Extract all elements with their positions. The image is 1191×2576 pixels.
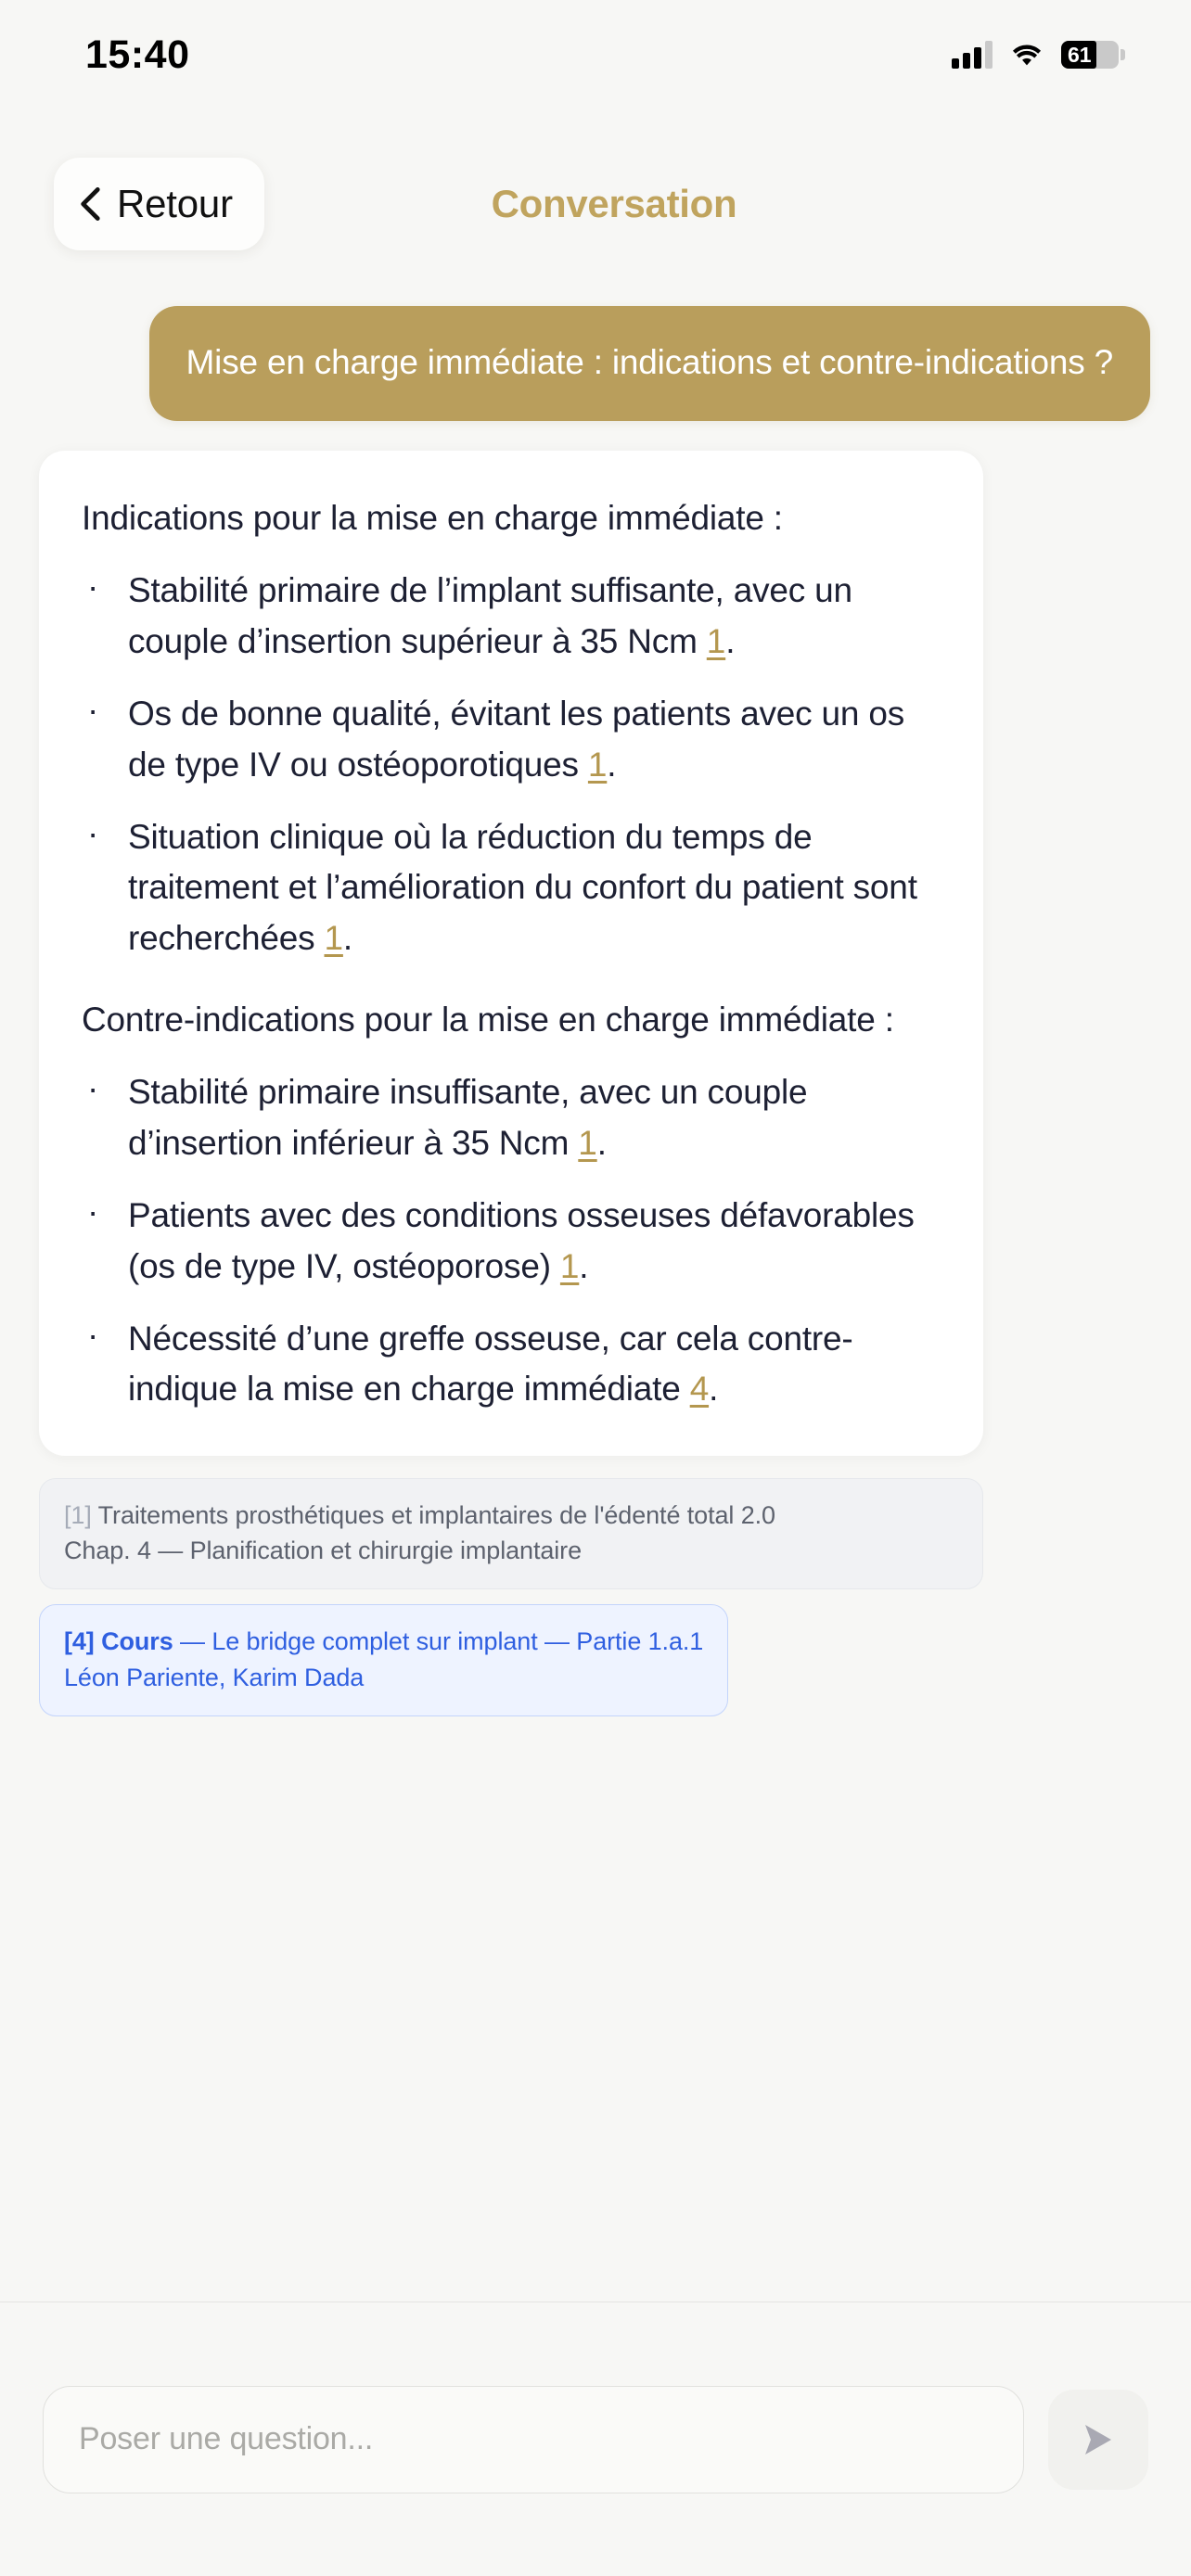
list-item-text-after: . xyxy=(596,1123,607,1162)
source-card-4[interactable] xyxy=(39,1604,728,1716)
status-bar xyxy=(0,0,1191,109)
list-item-text-after: . xyxy=(725,621,736,660)
battery-icon xyxy=(1061,41,1119,69)
battery-percent: 61 xyxy=(1068,42,1092,67)
source-subtitle: Chap. 4 — Planification et chirurgie implantaire xyxy=(64,1536,582,1564)
chevron-left-icon xyxy=(80,186,100,222)
contre-indications-list xyxy=(82,1067,941,1414)
list-item-text: Nécessité d’une greffe osseuse, car cela contre-indique la mise en charge immédiate xyxy=(128,1319,853,1409)
list-item xyxy=(82,1191,941,1292)
wifi-icon xyxy=(1009,41,1044,69)
list-item-text-after: . xyxy=(607,745,617,784)
source-title: — Le bridge complet sur implant — Partie 1.a.1 xyxy=(180,1627,704,1656)
user-message-row xyxy=(0,278,1191,421)
list-item xyxy=(82,689,941,790)
send-button[interactable] xyxy=(1048,2390,1148,2490)
page-title: Conversation xyxy=(491,182,737,225)
question-input[interactable] xyxy=(43,2386,1024,2493)
indications-list xyxy=(82,566,941,963)
list-item xyxy=(82,812,941,963)
list-item-text: Patients avec des conditions osseuses défavorables (os de type IV, ostéoporose) xyxy=(128,1196,915,1285)
source-title: Traitements prosthétiques et implantaires de l'édenté total 2.0 xyxy=(97,1500,775,1529)
assistant-message-row xyxy=(0,421,1191,1456)
indications-heading: Indications pour la mise en charge immédiate : xyxy=(82,499,783,538)
conversation-scroll-area[interactable] xyxy=(0,278,1191,2302)
list-item xyxy=(82,1067,941,1168)
user-message-bubble: Mise en charge immédiate : indications et contre-indications ? xyxy=(149,306,1150,421)
list-item-text: Os de bonne qualité, évitant les patients avec un os de type IV ou ostéoporotiques xyxy=(128,695,905,784)
cellular-signal-icon xyxy=(952,41,992,69)
list-item-text: Situation clinique où la réduction du temps de traitement et l’amélioration du confort du patient sont recherchées xyxy=(128,817,917,957)
citation-ref[interactable]: 1 xyxy=(559,1246,580,1285)
list-item-text-after: . xyxy=(342,918,352,957)
message-composer xyxy=(0,2302,1191,2576)
source-subtitle: Léon Pariente, Karim Dada xyxy=(64,1663,365,1691)
citation-ref[interactable]: 4 xyxy=(689,1370,710,1409)
status-time: 15:40 xyxy=(85,32,190,77)
citation-ref[interactable]: 1 xyxy=(587,745,608,784)
source-card-1[interactable] xyxy=(39,1478,983,1590)
list-item-text-after: . xyxy=(709,1370,719,1409)
status-indicators xyxy=(952,41,1119,69)
navigation-bar xyxy=(0,154,1191,263)
list-item-text: Stabilité primaire de l’implant suffisante, avec un couple d’insertion supérieur à 35 Ncm xyxy=(128,571,852,660)
back-button-label: Retour xyxy=(117,182,233,225)
source-tag: [1] xyxy=(64,1500,92,1529)
list-item-text-after: . xyxy=(579,1246,589,1285)
assistant-message-card xyxy=(39,451,983,1456)
contre-indications-heading: Contre-indications pour la mise en charge immédiate : xyxy=(82,1001,894,1039)
list-item xyxy=(82,566,941,667)
list-item xyxy=(82,1314,941,1415)
citation-ref[interactable]: 1 xyxy=(324,918,343,957)
source-tag: [4] Cours xyxy=(64,1627,173,1656)
source-list xyxy=(0,1456,1191,1731)
citation-ref[interactable]: 1 xyxy=(706,621,726,660)
back-button[interactable] xyxy=(54,158,264,250)
citation-ref[interactable]: 1 xyxy=(578,1123,597,1162)
send-arrow-icon xyxy=(1076,2417,1121,2462)
list-item-text: Stabilité primaire insuffisante, avec un couple d’insertion inférieur à 35 Ncm xyxy=(128,1073,808,1162)
